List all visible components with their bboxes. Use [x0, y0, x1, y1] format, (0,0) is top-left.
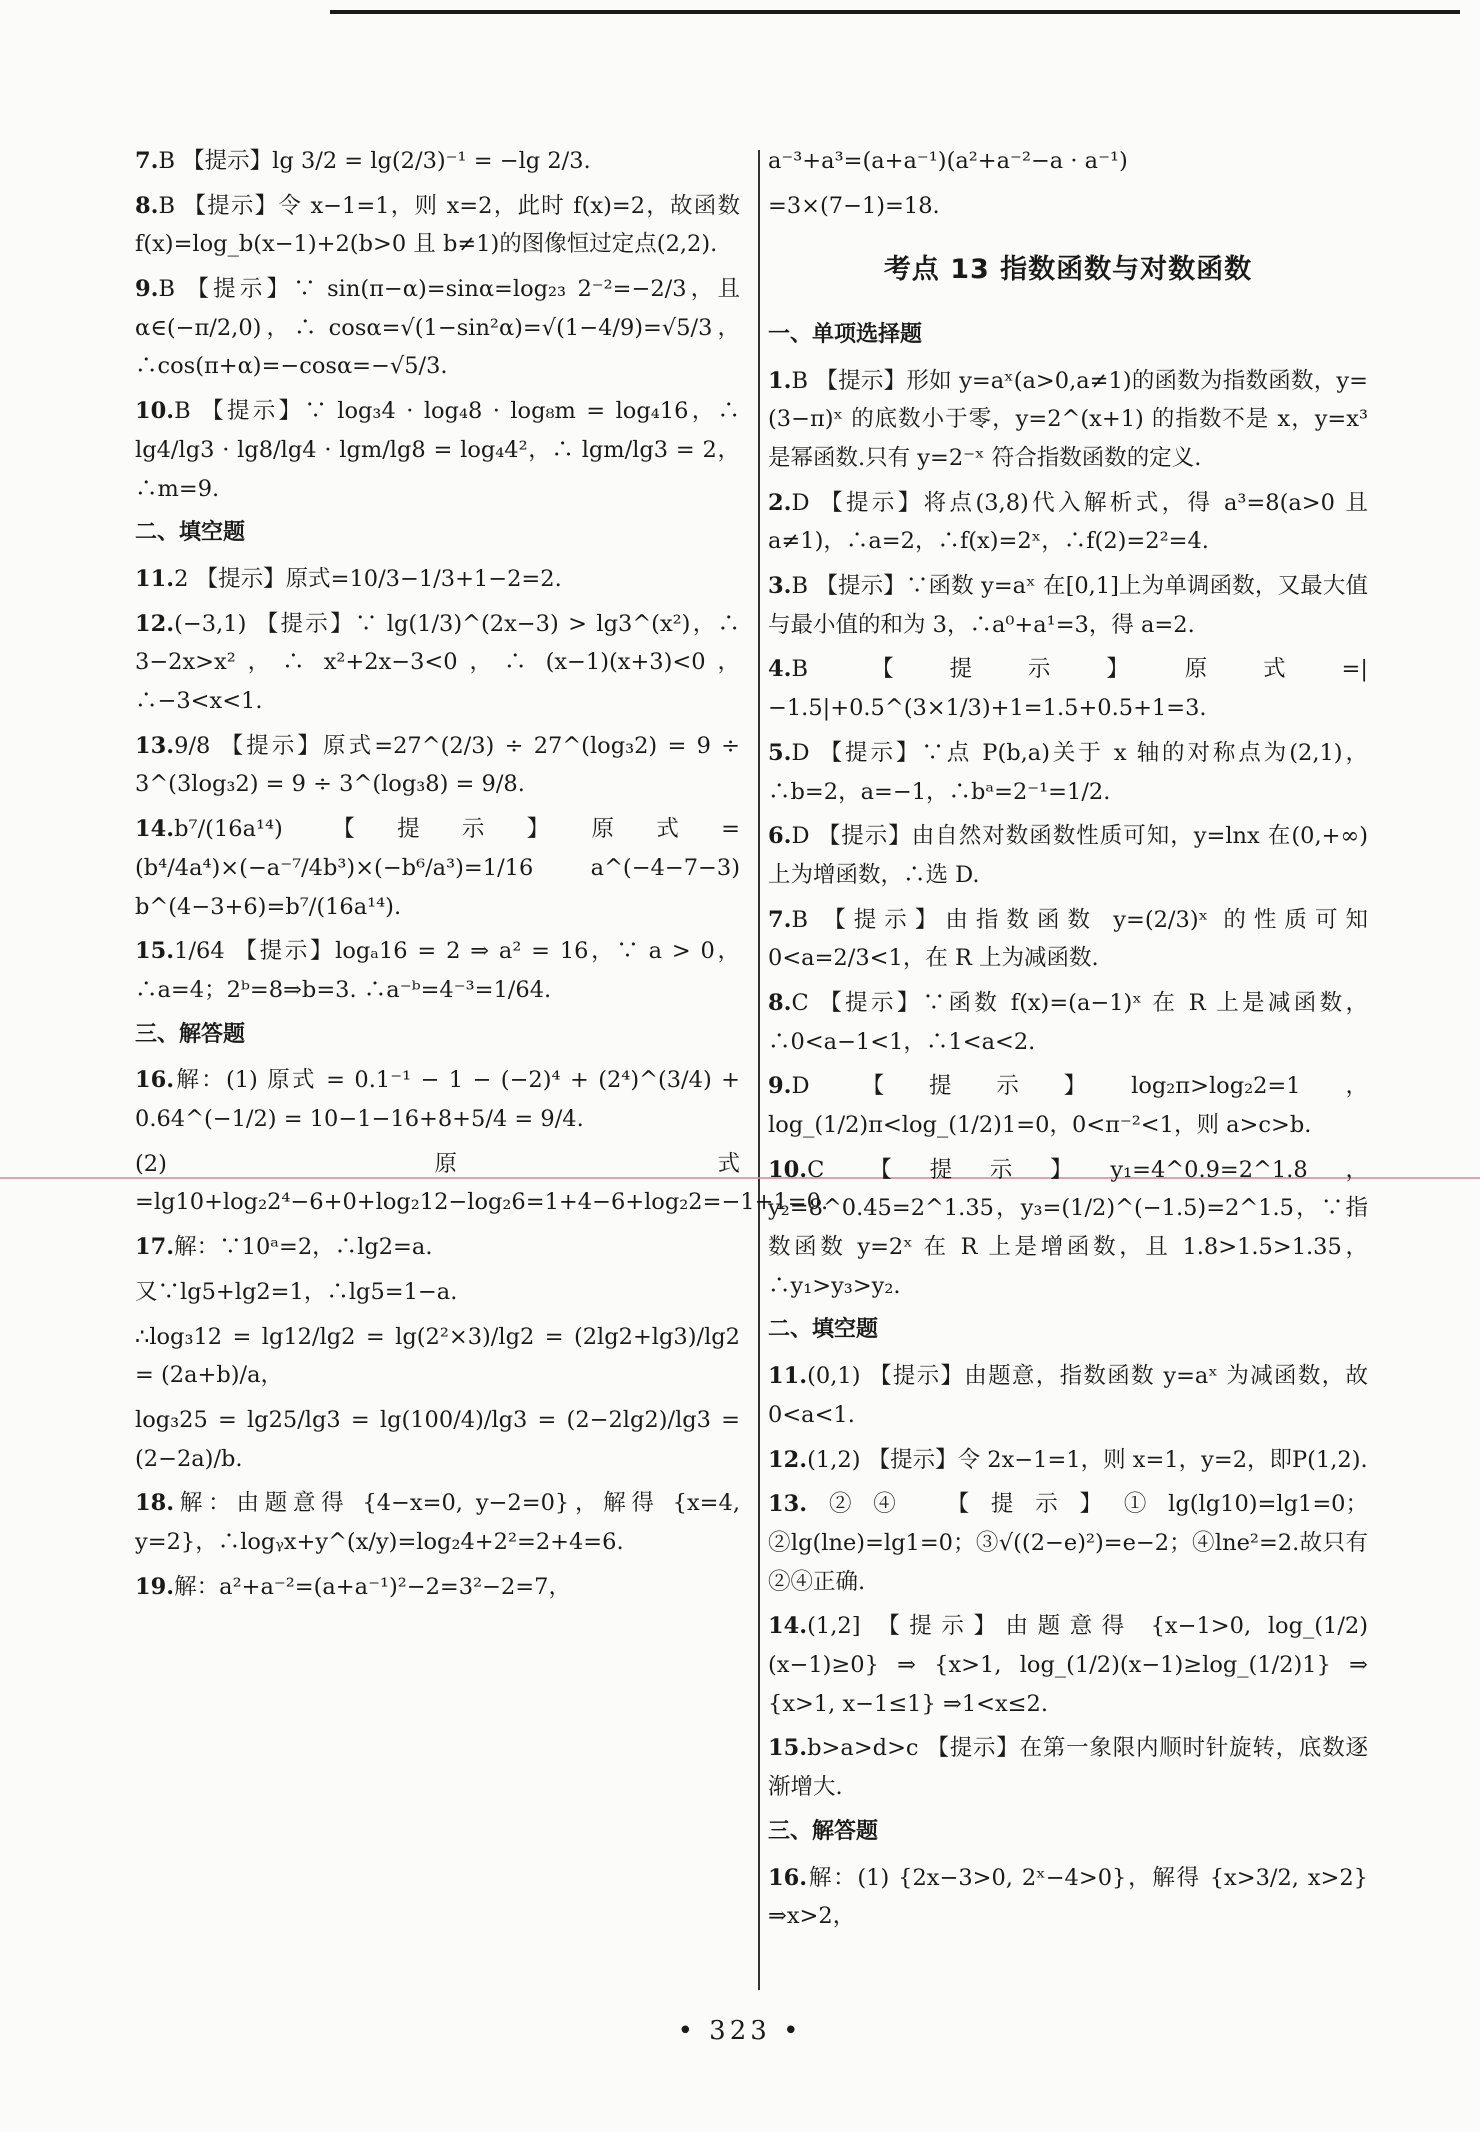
answer-item: [135, 270, 740, 386]
answer-item: [768, 142, 1368, 181]
answer-item: [768, 567, 1368, 644]
item-number: 7.: [768, 906, 792, 933]
answer-item: [768, 484, 1368, 561]
answer-item: [768, 1859, 1368, 1936]
answer-item: [768, 1357, 1368, 1434]
item-number: 10.: [135, 398, 175, 425]
item-text: ∴log₃12 = lg12/lg2 = lg(2²×3)/lg2 = (2lg2+lg3)/lg2 = (2a+b)/a，: [135, 1323, 740, 1389]
item-text: (0,1) 【提示】由题意，指数函数 y=aˣ 为减函数，故 0<a<1.: [768, 1363, 1368, 1428]
item-number: 14.: [768, 1613, 808, 1640]
item-number: 16.: [768, 1864, 808, 1891]
answer-item: [768, 1151, 1368, 1306]
item-number: 2.: [768, 489, 792, 516]
item-number: 15.: [135, 938, 175, 965]
item-text: B 【提示】∵ sin(π−α)=sinα=log₂₃ 2⁻²=−2/3，且 α∈(−π/2,0)，∴ cosα=√(1−sin²α)=√(1−4/9)=√5/3，∴cos(π+α)=−cosα=−√5/3.: [135, 276, 740, 380]
item-text: B 【提示】∵函数 y=aˣ 在[0,1]上为单调函数，又最大值与最小值的和为 3，∴a⁰+a¹=3，得 a=2.: [768, 573, 1368, 638]
answer-item: [135, 932, 740, 1009]
answer-item: [135, 605, 740, 721]
item-number: 6.: [768, 823, 792, 850]
answer-item: [135, 1061, 740, 1138]
item-number: 13.: [135, 732, 175, 759]
answer-item: [135, 727, 740, 804]
item-number: 9.: [135, 276, 159, 303]
item-text: 解：a²+a⁻²=(a+a⁻¹)²−2=3²−2=7，: [174, 1573, 571, 1600]
section-heading: 二、填空题: [135, 520, 246, 546]
item-number: 1.: [768, 367, 792, 394]
item-text: 解：(1) {2x−3>0, 2ˣ−4>0}，解得 {x>3/2, x>2} ⇒x>2，: [768, 1864, 1368, 1930]
answer-item: [768, 734, 1368, 811]
item-text: 9/8 【提示】原式=27^(2/3) ÷ 27^(log₃2) = 9 ÷ 3^(3log₃2) = 9 ÷ 3^(log₃8) = 9/8.: [135, 732, 740, 798]
right-column: [768, 142, 1368, 1942]
item-text: (1,2] 【提示】由题意得 {x−1>0, log_(1/2)(x−1)≥0} ⇒ {x>1, log_(1/2)(x−1)≥log_(1/2)1} ⇒ {x>1, x−1≤1} ⇒1<x≤2.: [768, 1613, 1368, 1717]
answer-item: [135, 142, 740, 181]
item-text: a⁻³+a³=(a+a⁻¹)(a²+a⁻²−a · a⁻¹): [768, 148, 1128, 174]
answer-item: [135, 1145, 829, 1222]
answer-item: [135, 1228, 740, 1267]
item-text: B 【提示】令 x−1=1，则 x=2，此时 f(x)=2，故函数 f(x)=log_b(x−1)+2(b>0 且 b≠1)的图像恒过定点(2,2).: [135, 192, 740, 258]
item-number: 5.: [768, 739, 792, 766]
item-text: ②④ 【提示】①lg(lg10)=lg1=0；②lg(lne)=lg1=0；③√((2−e)²)=e−2；④lne²=2.故只有②④正确.: [768, 1491, 1368, 1595]
item-number: 8.: [768, 989, 792, 1016]
item-text: 2 【提示】原式=10/3−1/3+1−2=2.: [174, 566, 562, 593]
answer-item: [768, 1485, 1368, 1601]
item-text: (2) 原式=lg10+log₂2⁴−6+0+log₂12−log₂6=1+4−6+log₂2=−1+1=0.: [135, 1150, 829, 1216]
item-text: 解：由题意得 {4−x=0, y−2=0}，解得 {x=4, y=2}，∴logᵧx+y^(x/y)=log₂4+2²=2+4=6.: [135, 1490, 740, 1555]
item-text: b⁷/(16a¹⁴) 【提示】原式=(b⁴/4a⁴)×(−a⁻⁷/4b³)×(−b⁶/a³)=1/16 a^(−4−7−3) b^(4−3+6)=b⁷/(16a¹⁴).: [135, 816, 740, 920]
answer-item: [768, 901, 1368, 978]
item-text: B 【提示】∵ log₃4 · log₄8 · log₈m = log₄16，∴ lg4/lg3 · lg8/lg4 · lgm/lg8 = log₄4²，∴ lgm/lg3 = 2，∴m=9.: [135, 398, 740, 502]
item-text: log₃25 = lg25/lg3 = lg(100/4)/lg3 = (2−2lg2)/lg3 = (2−2a)/b.: [135, 1406, 740, 1472]
section-heading: 三、解答题: [768, 1818, 879, 1844]
item-text: B 【提示】原式=|−1.5|+0.5^(3×1/3)+1=1.5+0.5+1=3.: [768, 656, 1368, 722]
item-text: B 【提示】lg 3/2 = lg(2/3)⁻¹ = −lg 2/3.: [158, 148, 591, 174]
item-text: C 【提示】y₁=4^0.9=2^1.8，y₂=8^0.45=2^1.35，y₃=(1/2)^(−1.5)=2^1.5，∵指数函数 y=2ˣ 在 R 上是增函数，且 1.8>1.5>1.35，∴y₁>y₃>y₂.: [768, 1156, 1368, 1299]
item-number: 19.: [135, 1573, 175, 1600]
answer-item: [135, 560, 740, 599]
answer-item: [135, 1484, 740, 1561]
item-text: D 【提示】由自然对数函数性质可知，y=lnx 在(0,+∞)上为增函数，∴选 D.: [768, 823, 1368, 888]
answer-item: [135, 810, 740, 926]
answer-item: [135, 1318, 740, 1395]
item-number: 8.: [135, 192, 159, 219]
item-text: B 【提示】由指数函数 y=(2/3)ˣ 的性质可知 0<a=2/3<1，在 R 上为减函数.: [768, 906, 1368, 972]
answer-item: [135, 1401, 740, 1478]
answer-item: [768, 1441, 1368, 1480]
item-number: 18.: [135, 1490, 175, 1517]
column-divider: [758, 150, 760, 1990]
answer-item: [135, 1273, 740, 1312]
section-heading: 二、填空题: [768, 1317, 879, 1343]
answer-item: [135, 392, 740, 508]
answer-item: [768, 1607, 1368, 1723]
item-text: C 【提示】∵函数 f(x)=(a−1)ˣ 在 R 上是减函数，∴0<a−1<1，∴1<a<2.: [768, 989, 1368, 1055]
item-number: 13.: [768, 1491, 808, 1518]
item-number: 9.: [768, 1073, 792, 1100]
item-number: 10.: [768, 1156, 808, 1183]
item-number: 11.: [768, 1363, 808, 1390]
section-heading: 三、解答题: [135, 1021, 246, 1047]
item-text: D 【提示】将点(3,8)代入解析式，得 a³=8(a>0 且 a≠1)，∴a=2，∴f(x)=2ˣ，∴f(2)=2²=4.: [768, 489, 1368, 555]
item-text: =3×(7−1)=18.: [768, 192, 940, 219]
item-number: 12.: [135, 610, 175, 637]
item-number: 3.: [768, 573, 792, 600]
answer-item: [768, 817, 1368, 894]
item-number: 15.: [768, 1735, 808, 1762]
item-text: (1,2) 【提示】令 2x−1=1，则 x=1，y=2，即P(1,2).: [807, 1446, 1368, 1473]
item-number: 16.: [135, 1067, 175, 1094]
item-text: (−3,1) 【提示】∵ lg(1/3)^(2x−3) > lg3^(x²)，∴ 3−2x>x²，∴ x²+2x−3<0，∴ (x−1)(x+3)<0，∴−3<x<1.: [135, 610, 740, 715]
page-number: • 323 •: [677, 2016, 803, 2046]
item-number: 17.: [135, 1234, 175, 1261]
item-text: 1/64 【提示】logₐ16 = 2 ⇒ a² = 16，∵ a > 0，∴a=4；2ᵇ=8⇒b=3. ∴a⁻ᵇ=4⁻³=1/64.: [135, 938, 740, 1003]
item-number: 7.: [135, 148, 159, 174]
item-text: B 【提示】形如 y=aˣ(a>0,a≠1)的函数为指数函数，y=(3−π)ˣ 的底数小于零，y=2^(x+1) 的指数不是 x，y=x³是幂函数.只有 y=2⁻ˣ 符合指数函数的定义.: [768, 367, 1368, 472]
chapter-title: 考点 13 指数函数与对数函数: [883, 254, 1253, 286]
left-column: [135, 142, 829, 1612]
answer-item: [768, 1729, 1368, 1806]
item-number: 12.: [768, 1446, 808, 1473]
item-number: 14.: [135, 816, 175, 843]
answer-item: [768, 1067, 1368, 1144]
item-text: 解：(1) 原式 = 0.1⁻¹ − 1 − (−2)⁴ + (2⁴)^(3/4) + 0.64^(−1/2) = 10−1−16+8+5/4 = 9/4.: [135, 1067, 740, 1133]
item-text: b>a>d>c 【提示】在第一象限内顺时针旋转，底数逐渐增大.: [768, 1735, 1368, 1801]
answer-item: [768, 187, 1368, 226]
answer-item: [768, 984, 1368, 1061]
answer-item: [135, 187, 740, 264]
section-heading: 一、单项选择题: [768, 321, 923, 347]
answer-item: [135, 1568, 740, 1607]
answer-item: [768, 650, 1368, 727]
item-number: 11.: [135, 566, 175, 593]
item-text: D 【提示】log₂π>log₂2=1，log_(1/2)π<log_(1/2)1=0，0<π⁻²<1，则 a>c>b.: [768, 1073, 1368, 1139]
header-rule: [330, 10, 1460, 14]
item-number: 4.: [768, 656, 792, 683]
item-text: 又∵lg5+lg2=1，∴lg5=1−a.: [135, 1278, 458, 1305]
item-text: D 【提示】∵点 P(b,a)关于 x 轴的对称点为(2,1)，∴b=2，a=−1，∴bᵃ=2⁻¹=1/2.: [768, 739, 1368, 805]
item-text: 解：∵10ᵃ=2，∴lg2=a.: [174, 1234, 433, 1261]
answer-item: [768, 362, 1368, 478]
